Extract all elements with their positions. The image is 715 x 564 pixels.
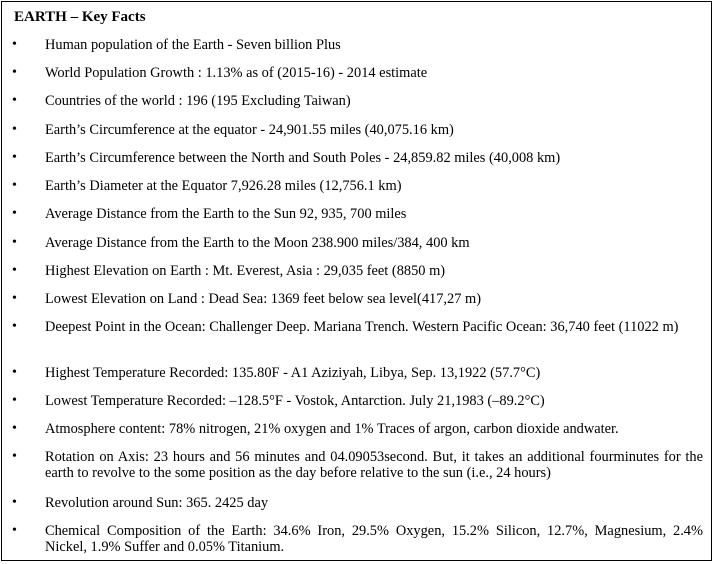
- fact-text: Revolution around Sun: 365. 2425 day: [45, 495, 269, 511]
- bullet: •: [12, 206, 17, 221]
- fact-text: Human population of the Earth - Seven billion Plus: [45, 37, 341, 53]
- fact-text: Average Distance from the Earth to the Moon 238.900 miles/384, 400 km: [45, 235, 470, 251]
- fact-text: World Population Growth : 1.13% as of (2015-16) - 2014 estimate: [45, 65, 428, 81]
- fact-text: Earth’s Circumference at the equator - 24,901.55 miles (40,075.16 km): [45, 122, 454, 138]
- bullet: •: [12, 393, 17, 408]
- bullet: •: [12, 93, 17, 108]
- fact-text: Earth’s Circumference between the North and South Poles - 24,859.82 miles (40,008 km): [45, 150, 561, 166]
- fact-text: Rotation on Axis: 23 hours and 56 minutes and 04.09053second. But, it takes an additional fourminutes for the earth to revolve to the some position as the day before relative to the sun (i.e., 24 hours): [45, 449, 703, 481]
- bullet: •: [12, 365, 17, 380]
- fact-text: Lowest Temperature Recorded: –128.5°F - Vostok, Antarction. July 21,1983 (–89.2°C): [45, 393, 545, 409]
- key-facts-box: [1, 1, 712, 561]
- bullet: •: [12, 65, 17, 80]
- fact-text: Highest Elevation on Earth : Mt. Everest, Asia : 29,035 feet (8850 m): [45, 263, 446, 279]
- bullet: •: [12, 449, 17, 464]
- fact-text: Deepest Point in the Ocean: Challenger Deep. Mariana Trench. Western Pacific Ocean: 36,740 feet (11022 m): [45, 319, 679, 335]
- bullet: •: [12, 421, 17, 436]
- fact-text: Countries of the world : 196 (195 Excluding Taiwan): [45, 93, 351, 109]
- fact-text: Highest Temperature Recorded: 135.80F - A1 Aziziyah, Libya, Sep. 13,1922 (57.7°C): [45, 365, 541, 381]
- bullet: •: [12, 291, 17, 306]
- bullet: •: [12, 319, 17, 334]
- bullet: •: [12, 122, 17, 137]
- fact-text: Average Distance from the Earth to the Sun 92, 935, 700 miles: [45, 206, 407, 222]
- bullet: •: [12, 37, 17, 52]
- page-title: EARTH – Key Facts: [14, 9, 146, 25]
- bullet: •: [12, 495, 17, 510]
- bullet: •: [12, 178, 17, 193]
- bullet: •: [12, 150, 17, 165]
- bullet: •: [12, 523, 17, 538]
- fact-text: Chemical Composition of the Earth: 34.6% Iron, 29.5% Oxygen, 15.2% Silicon, 12.7%, Magnesium, 2.4% Nickel, 1.9% Suffer and 0.05% Titanium.: [45, 523, 703, 555]
- fact-text: Atmosphere content: 78% nitrogen, 21% oxygen and 1% Traces of argon, carbon dioxide andwater.: [45, 421, 619, 437]
- fact-text: Earth’s Diameter at the Equator 7,926.28 miles (12,756.1 km): [45, 178, 402, 194]
- fact-text: Lowest Elevation on Land : Dead Sea: 1369 feet below sea level(417,27 m): [45, 291, 481, 307]
- bullet: •: [12, 235, 17, 250]
- bullet: •: [12, 263, 17, 278]
